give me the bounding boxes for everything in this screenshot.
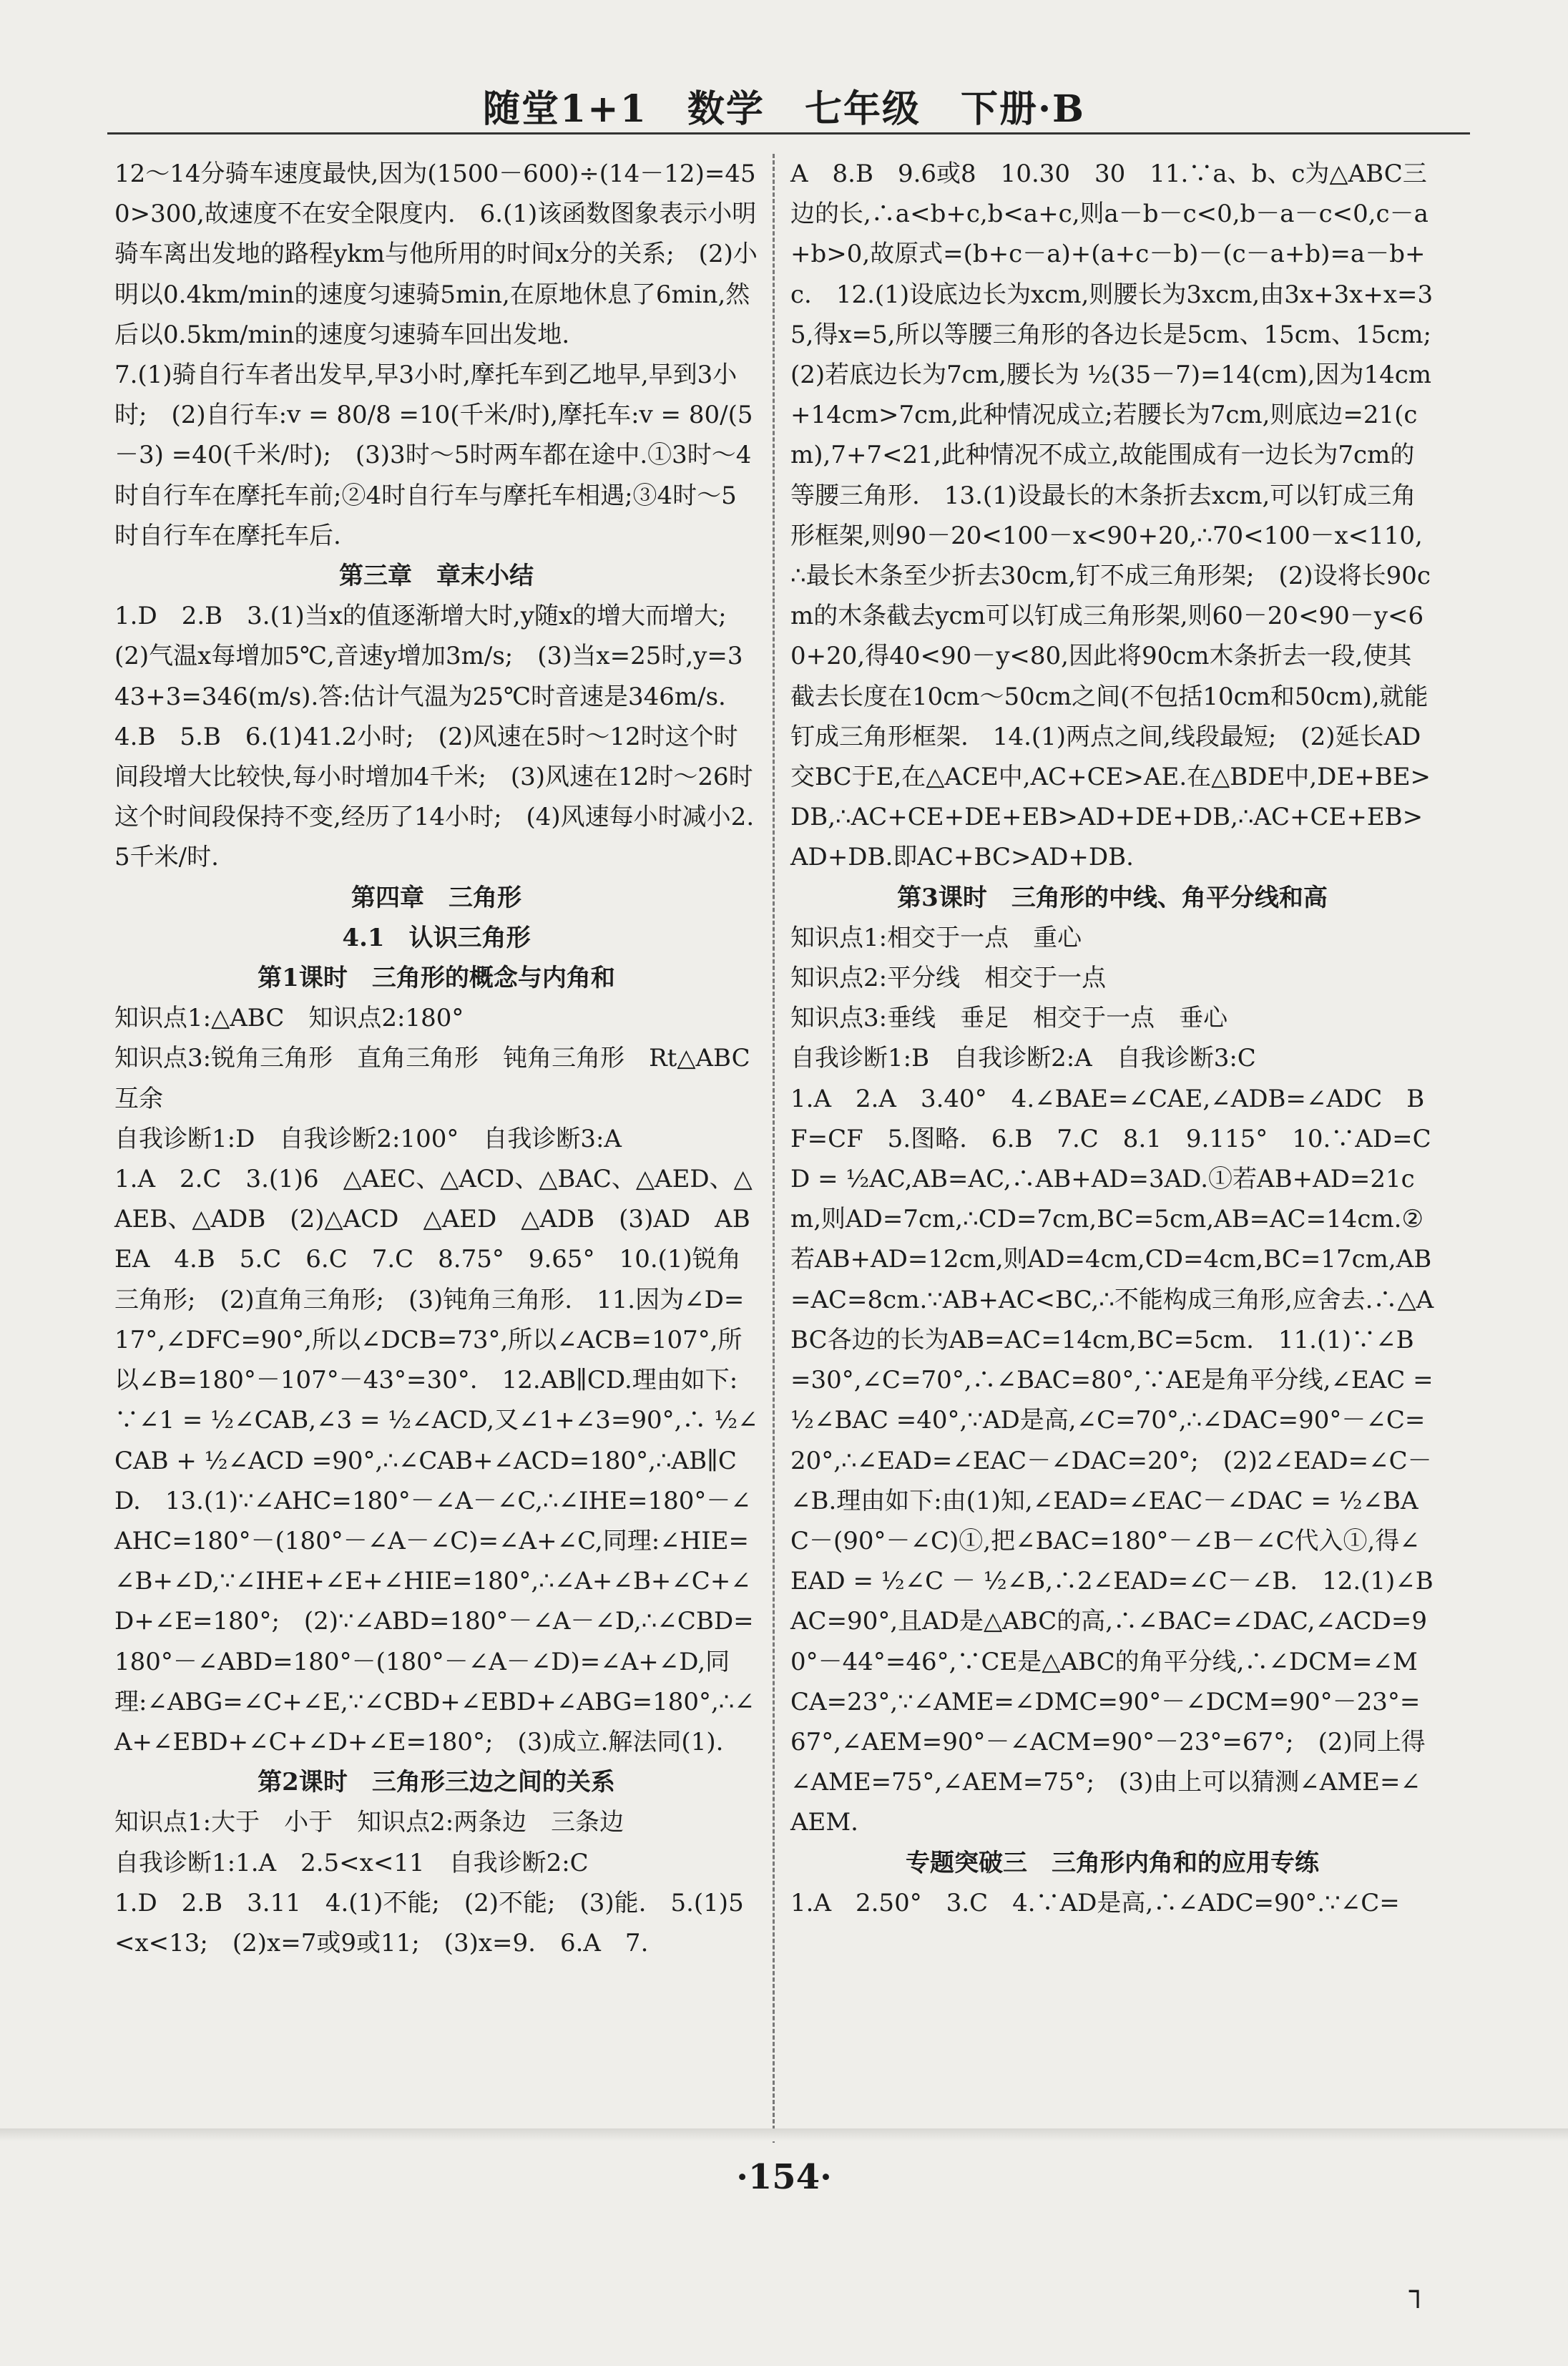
corner-mark: ┐ — [1409, 2275, 1427, 2308]
answer-paragraph: 自我诊断1:D 自我诊断2:100° 自我诊断3:A — [114, 1124, 622, 1153]
running-header — [0, 79, 1568, 132]
section-heading: 第1课时 三角形的概念与内角和 — [258, 964, 615, 993]
answer-paragraph: 12～14分骑车速度最快,因为(1500－600)÷(14－12)=450>300,故速度不在安全限度内. 6.(1)该函数图象表示小明骑车离出发地的路程ykm与他所用的时间x分的关系; (2)小明以0.4km/min的速度匀速骑5min,在原地休息了6min,然后以0.5km/min的速度匀速骑车回出发地. — [114, 160, 758, 349]
volume: 下册·B — [960, 87, 1086, 131]
section-heading: 第2课时 三角形三边之间的关系 — [258, 1768, 615, 1797]
answer-paragraph: 知识点3:垂线 垂足 相交于一点 垂心 — [790, 1004, 1228, 1033]
right-column — [790, 154, 1456, 1923]
answer-paragraph: 知识点1:△ABC 知识点2:180° — [114, 1004, 464, 1033]
answer-paragraph: 1.A 2.50° 3.C 4.∵AD是高,∴∠ADC=90°.∵∠C= — [790, 1888, 1400, 1917]
answer-paragraph: 1.D 2.B 3.(1)当x的值逐渐增大时,y随x的增大而增大; (2)气温x每增加5℃,音速y增加3m/s; (3)当x=25时,y=343+3=346(m/s).答:估计气温为25℃时音速是346m/s. 4.B 5.B 6.(1)41.2小时; (2)风速在5时～12时这个时间段增大比较快,每小时增加4千米; (3)风速在12时～26时这个时间段保持不变,经历了14小时; (4)风速每小时减小2.5千米/时. — [114, 602, 755, 872]
section-heading: 4.1 认识三角形 — [342, 923, 531, 952]
section-heading: 第四章 三角形 — [351, 883, 521, 912]
section-heading: 专题突破三 三角形内角和的应用专练 — [906, 1848, 1319, 1877]
column-divider — [773, 154, 775, 2143]
page-number: ·154· — [736, 2157, 832, 2197]
answer-paragraph: 知识点3:锐角三角形 直角三角形 钝角三角形 Rt△ABC 互余 — [114, 1044, 775, 1113]
answer-paragraph: 自我诊断1:B 自我诊断2:A 自我诊断3:C — [790, 1044, 1256, 1073]
section-heading: 第三章 章末小结 — [339, 562, 534, 591]
header-rule — [107, 132, 1470, 135]
answer-paragraph: 1.A 2.C 3.(1)6 △AEC、△ACD、△BAC、△AED、△AEB、△ADB (2)△ACD △AED △ADB (3)AD AB EA 4.B 5.C 6.C 7.C 8.75° 9.65° 10.(1)锐角三角形; (2)直角三角形; (3)钝角三角形. 11.因为∠D=17°,∠DFC=90°,所以∠DCB=73°,所以∠ACB=107°,所以∠B=180°－107°－43°=30°. 12.AB∥CD.理由如下:∵∠1 = ½∠CAB,∠3 = ½∠ACD,又∠1+∠3=90°,∴ ½∠CAB + ½∠ACD =90°,∴∠CAB+∠ACD=180°,∴AB∥CD. 13.(1)∵∠AHC=180°－∠A－∠C,∴∠IHE=180°－∠AHC=180°－(180°－∠A－∠C)=∠A+∠C,同理:∠HIE=∠B+∠D,∵∠IHE+∠E+∠HIE=180°,∴∠A+∠B+∠C+∠D+∠E=180°; (2)∵∠ABD=180°－∠A－∠D,∴∠CBD=180°－∠ABD=180°－(180°－∠A－∠D)=∠A+∠D,同理:∠ABG=∠C+∠E,∵∠CBD+∠EBD+∠ABG=180°,∴∠A+∠EBD+∠C+∠D+∠E=180°; (3)成立.解法同(1). — [114, 1165, 775, 1756]
grade: 七年级 — [804, 87, 921, 131]
answer-paragraph: A 8.B 9.6或8 10.30 30 11.∵a、b、c为△ABC三边的长,∴a<b+c,b<a+c,则a－b－c<0,b－a－c<0,c－a+b>0,故原式=(b+c－a)+(a+c－b)－(c－a+b)=a－b+c. 12.(1)设底边长为xcm,则腰长为3xcm,由3x+3x+x=35,得x=5,所以等腰三角形的各边长是5cm、15cm、15cm; (2)若底边长为7cm,腰长为 ½(35－7)=14(cm),因为14cm+14cm>7cm,此种情况成立;若腰长为7cm,则底边=21(cm),7+7<21,此种情况不成立,故能围成有一边长为7cm的等腰三角形. 13.(1)设最长的木条折去xcm,可以钉成三角形框架,则90－20<100－x<90+20,∴70<100－x<110,∴最长木条至少折去30cm,钉不成三角形架; (2)设将长90cm的木条截去ycm可以钉成三角形架,则60－20<90－y<60+20,得40<90－y<80,因此将90cm木条折去一段,使其截去长度在10cm～50cm之间(不包括10cm和50cm),就能钉成三角形框架. 14.(1)两点之间,线段最短; (2)延长AD交BC于E,在△ACE中,AC+CE>AE.在△BDE中,DE+BE>DB,∴AC+CE+DE+EB>AD+DE+DB,∴AC+CE+EB>AD+DB.即AC+BC>AD+DB. — [790, 160, 1456, 872]
section-heading: 第3课时 三角形的中线、角平分线和高 — [897, 883, 1328, 912]
bottom-band — [0, 2128, 1568, 2141]
answer-paragraph: 知识点1:大于 小于 知识点2:两条边 三条边 — [114, 1808, 624, 1837]
answer-paragraph: 知识点1:相交于一点 重心 — [790, 923, 1082, 952]
subject: 数学 — [687, 87, 765, 131]
answer-paragraph: 7.(1)骑自行车者出发早,早3小时,摩托车到乙地早,早到3小时; (2)自行车:v = 80/8 =10(千米/时),摩托车:v = 80/(5－3) =40(千米/时); (3)3时～5时两车都在途中.①3时～4时自行车在摩托车前;②4时自行车与摩托车相遇;③4时～5时自行车在摩托车后. — [114, 361, 753, 550]
answer-paragraph: 知识点2:平分线 相交于一点 — [790, 964, 1107, 993]
answer-paragraph: 自我诊断1:1.A 2.5<x<11 自我诊断2:C — [114, 1848, 589, 1877]
answer-paragraph: 1.D 2.B 3.11 4.(1)不能; (2)不能; (3)能. 5.(1)5<x<13; (2)x=7或9或11; (3)x=9. 6.A 7. — [114, 1888, 744, 1957]
answer-paragraph: 1.A 2.A 3.40° 4.∠BAE=∠CAE,∠ADB=∠ADC BF=CF 5.图略. 6.B 7.C 8.1 9.115° 10.∵AD=CD = ½AC,AB=AC,∴AB+AD=3AD.①若AB+AD=21cm,则AD=7cm,∴CD=7cm,BC=5cm,AB=AC=14cm.②若AB+AD=12cm,则AD=4cm,CD=4cm,BC=17cm,AB=AC=8cm.∵AB+AC<BC,∴不能构成三角形,应舍去.∴△ABC各边的长为AB=AC=14cm,BC=5cm. 11.(1)∵∠B=30°,∠C=70°,∴∠BAC=80°,∵AE是角平分线,∠EAC = ½∠BAC =40°,∵AD是高,∠C=70°,∴∠DAC=90°－∠C=20°,∴∠EAD=∠EAC－∠DAC=20°; (2)2∠EAD=∠C－∠B.理由如下:由(1)知,∠EAD=∠EAC－∠DAC = ½∠BAC－(90°－∠C)①,把∠BAC=180°－∠B－∠C代入①,得∠EAD = ½∠C － ½∠B,∴2∠EAD=∠C－∠B. 12.(1)∠BAC=90°,且AD是△ABC的高,∴∠BAC=∠DAC,∠ACD=90°－44°=46°,∵CE是△ABC的角平分线,∴∠DCM=∠MCA=23°,∵∠AME=∠DMC=90°－∠DCM=90°－23°=67°,∠AEM=90°－∠ACM=90°－23°=67°; (2)同上得∠AME=75°,∠AEM=75°; (3)由上可以猜测∠AME=∠AEM. — [790, 1084, 1434, 1837]
left-column — [114, 154, 775, 1963]
book-title: 随堂1+1 — [482, 87, 647, 131]
